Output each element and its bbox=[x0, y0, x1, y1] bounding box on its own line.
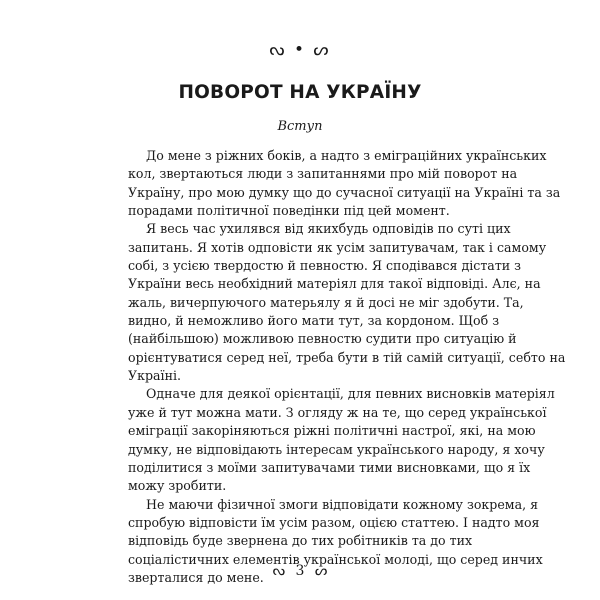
text-line: Україні. bbox=[128, 368, 181, 384]
page-footer bbox=[0, 562, 600, 580]
chapter-title: ПОВОРОТ НА УКРАЇНУ bbox=[178, 82, 422, 103]
footer-ornament-left-icon: ᔓ bbox=[272, 563, 286, 579]
text-line: орієнтуватися серед неї, треба бути в тій самій ситуації, себто на bbox=[128, 349, 566, 365]
text-line: Я весь час ухилявся від якихбудь одповідів по суті цих bbox=[146, 221, 511, 237]
text-line: Україну, про мою думку що до сучасної ситуації на Україні та за bbox=[128, 184, 561, 200]
text-line: Одначе для деякої орієнтації, для певних висновків матеріял bbox=[146, 386, 555, 402]
text-line: жаль, вичерпуючого матерьялу я й досі не міг здобути. Та, bbox=[128, 294, 524, 310]
text-line: думку, не відповідають інтересам українського народу, я хочу bbox=[128, 441, 545, 457]
text-line: порадами політичної поведінки під цей момент. bbox=[128, 203, 450, 219]
text-line: зверталися до мене. bbox=[128, 569, 264, 585]
page-number: 3 bbox=[295, 563, 305, 579]
text-line: собі, з усією твердостю й певностю. Я сподівався дістати з bbox=[128, 258, 522, 274]
text-line: уже й тут можна мати. З огляду ж на те, що серед української bbox=[128, 404, 547, 420]
header-ornament: ᔓ • ᔕ bbox=[269, 40, 331, 60]
text-line: запитань. Я хотів одповісти як усім запитувачам, так і самому bbox=[128, 239, 547, 255]
text-line: Не маючи фізичної змоги відповідати кожному зокрема, я bbox=[146, 496, 539, 512]
text-line: (найбільшою) можливою певностю судити про ситуацію й bbox=[128, 331, 517, 347]
body-text bbox=[128, 147, 566, 587]
footer-ornament-right-icon: ᔕ bbox=[314, 563, 328, 579]
text-line: видно, й неможливо його мати тут, за кордоном. Щоб з bbox=[128, 313, 500, 329]
text-line: еміграції закоріняються ріжні політичні настрої, які, на мою bbox=[128, 423, 536, 439]
text-line: спробую відповісти їм усім разом, оцією статтею. І надто моя bbox=[128, 514, 540, 530]
text-line: відповідь буде звернена до тих робітників та до тих bbox=[128, 533, 473, 549]
text-line: можу зробити. bbox=[128, 478, 227, 494]
text-line: кол, звертаються люди з запитаннями про мій поворот на bbox=[128, 166, 518, 182]
text-line: До мене з ріжних боків, а надто з еміграційних українських bbox=[146, 148, 547, 163]
chapter-subtitle: Вступ bbox=[277, 119, 323, 134]
text-line: поділитися з моїми запитувачами тими висновками, що я їх bbox=[128, 459, 531, 475]
text-line: України весь необхідний матеріял для такої відповіді. Алє, на bbox=[128, 276, 541, 292]
text-line: соціалістичних елементів української молоді, що серед инчих bbox=[128, 551, 543, 567]
